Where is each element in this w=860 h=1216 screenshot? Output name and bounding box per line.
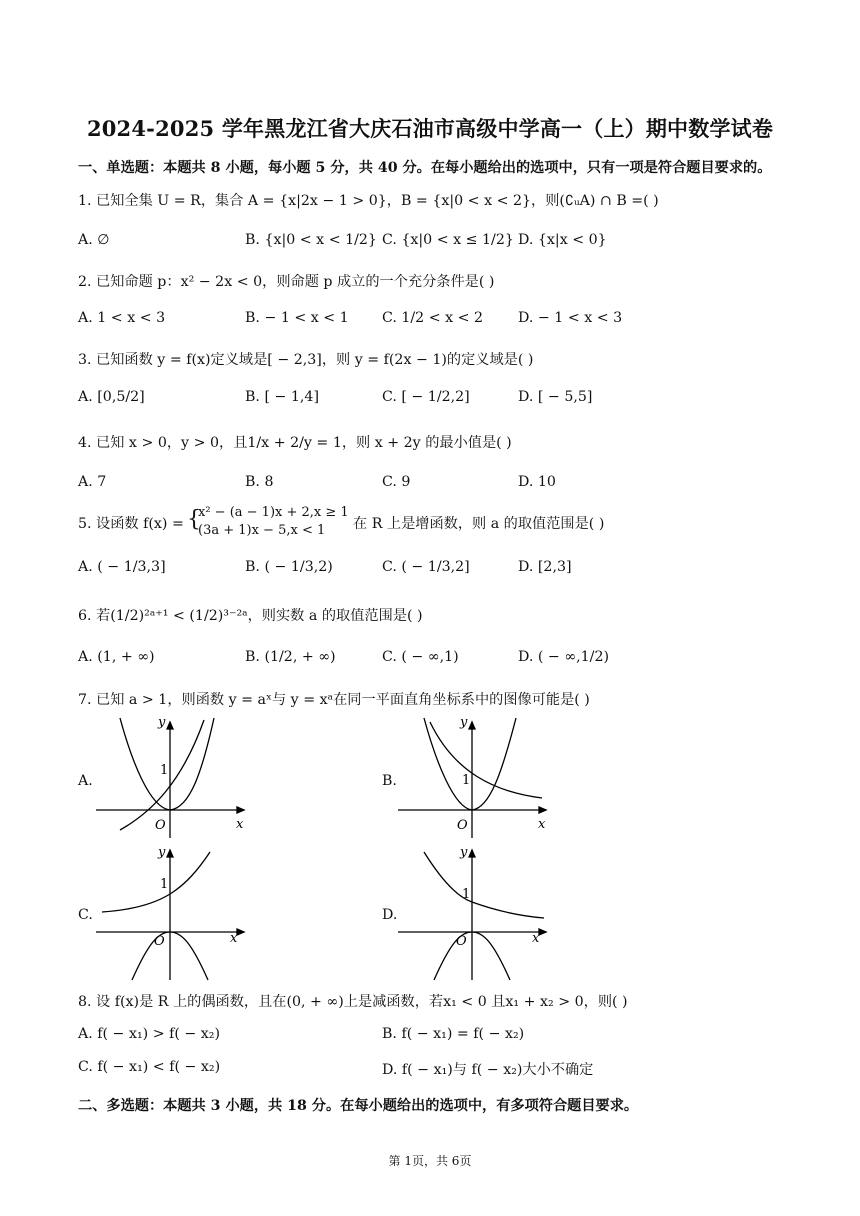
question-5-option-d: D. [2,3] (518, 559, 572, 575)
question-3-option-a: A. [0,5/2] (78, 389, 145, 405)
graph-option-b (394, 712, 554, 840)
question-7-option-a: A. (78, 773, 93, 789)
question-4-option-d: D. 10 (518, 474, 556, 490)
question-5-stem-suffix: 在 R 上是增函数，则 a 的取值范围是( ) (353, 516, 605, 532)
question-3-option-b: B. [ − 1,4] (245, 389, 319, 405)
one-label: 1 (160, 763, 169, 778)
question-4-stem: 4. 已知 x > 0，y > 0，且1/x + 2/y = 1，则 x + 2y 的最小值是( ) (78, 435, 512, 451)
question-2-option-c: C. 1/2 < x < 2 (382, 310, 484, 326)
question-3-stem: 3. 已知函数 y = f(x)定义域是[ − 2,3]，则 y = f(2x − 1)的定义域是( ) (78, 352, 534, 368)
question-1-option-b: B. {x|0 < x < 1/2} (245, 232, 377, 248)
one-label: 1 (462, 773, 471, 788)
y-axis-label: y (460, 715, 468, 730)
question-8-option-a: A. f( − x₁) > f( − x₂) (78, 1026, 221, 1042)
question-1-option-c: C. {x|0 < x ≤ 1/2} (382, 232, 514, 248)
question-8-option-b: B. f( − x₁) = f( − x₂) (382, 1026, 525, 1042)
question-5-piece-1: x² − (a − 1)x + 2,x ≥ 1 (198, 505, 349, 520)
question-8-option-c: C. f( − x₁) < f( − x₂) (78, 1059, 221, 1075)
question-2-stem: 2. 已知命题 p：x² − 2x < 0，则命题 p 成立的一个充分条件是( ) (78, 274, 495, 290)
question-7-option-b: B. (382, 773, 397, 789)
question-4-option-b: B. 8 (245, 474, 274, 490)
question-1-option-a: A. ∅ (78, 232, 110, 248)
origin-label: O (456, 934, 467, 949)
page-footer: 第 1页，共 6页 (388, 1154, 472, 1168)
x-axis-label: x (538, 817, 546, 832)
question-4-option-c: C. 9 (382, 474, 411, 490)
origin-label: O (154, 934, 165, 949)
y-axis-label: y (158, 845, 166, 860)
question-2-option-a: A. 1 < x < 3 (78, 310, 166, 326)
page-title: 2024-2025 学年黑龙江省大庆石油市高级中学高一（上）期中数学试卷 (86, 116, 774, 141)
question-4-option-a: A. 7 (78, 474, 107, 490)
question-5-stem-prefix: 5. 设函数 f(x) = (78, 516, 184, 532)
piecewise-brace: { (187, 507, 201, 532)
question-5-option-a: A. ( − 1/3,3] (78, 559, 166, 575)
section-heading-single-choice: 一、单选题：本题共 8 小题，每小题 5 分，共 40 分。在每小题给出的选项中，只有一项是符合题目要求的。 (78, 160, 772, 176)
question-6-option-a: A. (1, + ∞) (78, 649, 155, 665)
question-1-stem: 1. 已知全集 U = R，集合 A = {x|2x − 1 > 0}，B = {x|0 < x < 2}，则(∁ᵤA) ∩ B =( ) (78, 193, 659, 209)
question-2-option-b: B. − 1 < x < 1 (245, 310, 349, 326)
question-8-stem: 8. 设 f(x)是 R 上的偶函数，且在(0, + ∞)上是减函数，若x₁ < 0 且x₁ + x₂ > 0，则( ) (78, 994, 628, 1010)
x-axis-label: x (236, 817, 244, 832)
question-1-option-d: D. {x|x < 0} (518, 232, 607, 248)
x-axis-label: x (532, 931, 540, 946)
question-7-stem: 7. 已知 a > 1，则函数 y = aˣ与 y = xᵃ在同一平面直角坐标系中的图像可能是( ) (78, 692, 590, 708)
question-5-option-b: B. ( − 1/3,2) (245, 559, 333, 575)
question-7-option-c: C. (78, 907, 93, 923)
question-2-option-d: D. − 1 < x < 3 (518, 310, 623, 326)
graph-option-c (92, 844, 252, 982)
origin-label: O (155, 818, 166, 833)
graph-option-a (92, 712, 252, 840)
x-axis-label: x (230, 931, 238, 946)
section-heading-multiple-choice: 二、多选题：本题共 3 小题，共 18 分。在每小题给出的选项中，有多项符合题目要求。 (78, 1098, 639, 1114)
question-5-option-c: C. ( − 1/3,2] (382, 559, 470, 575)
one-label: 1 (462, 887, 471, 902)
origin-label: O (457, 818, 468, 833)
question-6-stem: 6. 若(1/2)²ᵃ⁺¹ < (1/2)³⁻²ᵃ，则实数 a 的取值范围是( ) (78, 608, 423, 624)
question-7-option-d: D. (382, 907, 398, 923)
question-3-option-d: D. [ − 5,5] (518, 389, 593, 405)
one-label: 1 (160, 877, 169, 892)
question-6-option-b: B. (1/2, + ∞) (245, 649, 336, 665)
question-6-option-d: D. ( − ∞,1/2) (518, 649, 610, 665)
question-5-piece-2: (3a + 1)x − 5,x < 1 (198, 523, 326, 538)
graph-option-d (394, 844, 554, 982)
y-axis-label: y (460, 845, 468, 860)
question-8-option-d: D. f( − x₁)与 f( − x₂)大小不确定 (382, 1062, 594, 1078)
question-3-option-c: C. [ − 1/2,2] (382, 389, 470, 405)
question-6-option-c: C. ( − ∞,1) (382, 649, 459, 665)
y-axis-label: y (158, 715, 166, 730)
